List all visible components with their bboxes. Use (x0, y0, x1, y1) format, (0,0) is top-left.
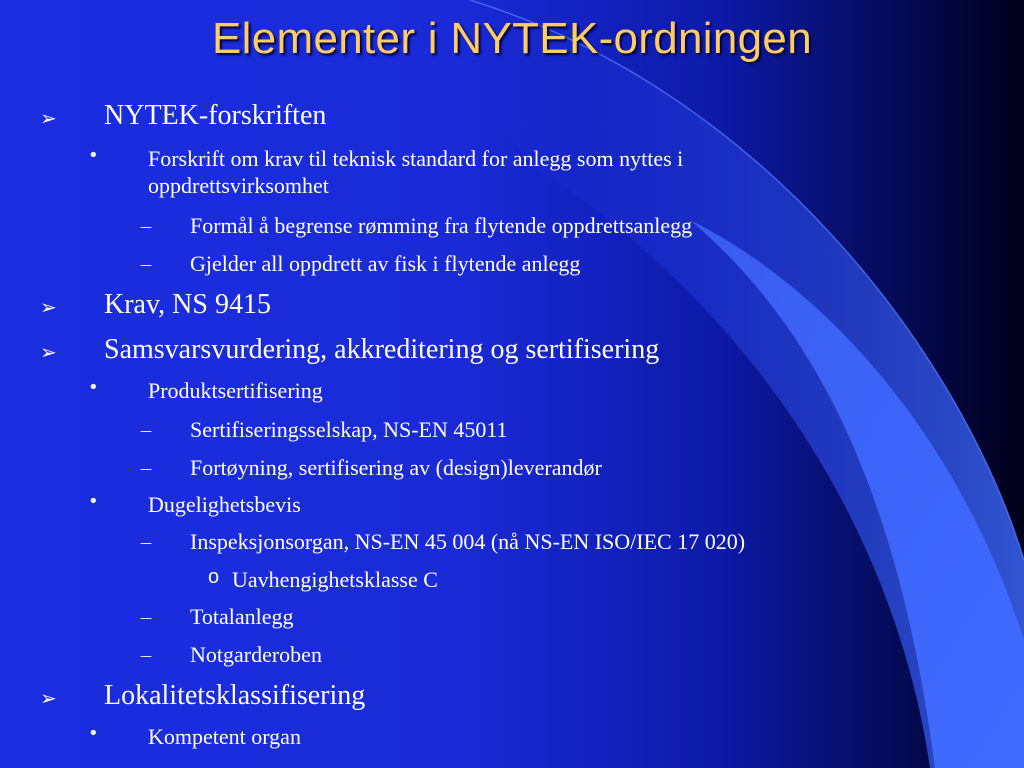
dash-bullet-icon: — (140, 462, 152, 476)
list-item-text: Kompetent organ (148, 724, 301, 749)
arrow-bullet-icon: ➢ (40, 295, 57, 319)
dot-bullet-icon: • (88, 723, 99, 744)
list-item-text: Produktsertifisering (148, 378, 323, 403)
list-item-text: Lokalitetsklassifisering (104, 680, 366, 711)
dash-bullet-icon: — (140, 536, 152, 550)
dash-bullet-icon: — (140, 258, 152, 272)
list-item-text: Fortøyning, sertifisering av (design)leverandør (190, 455, 602, 480)
dot-bullet-icon: • (88, 145, 99, 166)
list-item-text: Gjelder all oppdrett av fisk i flytende anlegg (190, 251, 581, 276)
list-item-text: NYTEK-forskriften (104, 100, 327, 131)
dash-bullet-icon: — (140, 220, 152, 234)
list-item-text: Samsvarsvurdering, akkreditering og sertifisering (104, 334, 660, 365)
dash-bullet-icon: — (140, 649, 152, 663)
dash-bullet-icon: — (140, 424, 152, 438)
list-item-text: Formål å begrense rømming fra flytende oppdrettsanlegg (190, 213, 693, 238)
slide-title: Elementer i NYTEK-ordningen (212, 14, 812, 63)
list-item-text: Sertifiseringsselskap, NS-EN 45011 (190, 417, 508, 442)
circle-bullet-icon: o (208, 566, 220, 588)
list-item-text: Notgarderoben (190, 642, 322, 667)
list-item-text: Dugelighetsbevis (148, 492, 301, 517)
list-item-text: Forskrift om krav til teknisk standard for anlegg som nyttes i oppdrettsvirksomhet (148, 146, 684, 198)
dot-bullet-icon: • (88, 491, 99, 512)
arrow-bullet-icon: ➢ (40, 106, 57, 130)
list-item-text: Inspeksjonsorgan, NS-EN 45 004 (nå NS-EN ISO/IEC 17 020) (190, 529, 746, 554)
arrow-bullet-icon: ➢ (40, 340, 57, 364)
list-item-text: Uavhengighetsklasse C (232, 567, 438, 592)
dot-bullet-icon: • (88, 377, 99, 398)
arrow-bullet-icon: ➢ (40, 686, 57, 710)
list-item-text: Krav, NS 9415 (104, 289, 271, 320)
dash-bullet-icon: — (140, 611, 152, 625)
list-item-text: Totalanlegg (190, 604, 294, 629)
